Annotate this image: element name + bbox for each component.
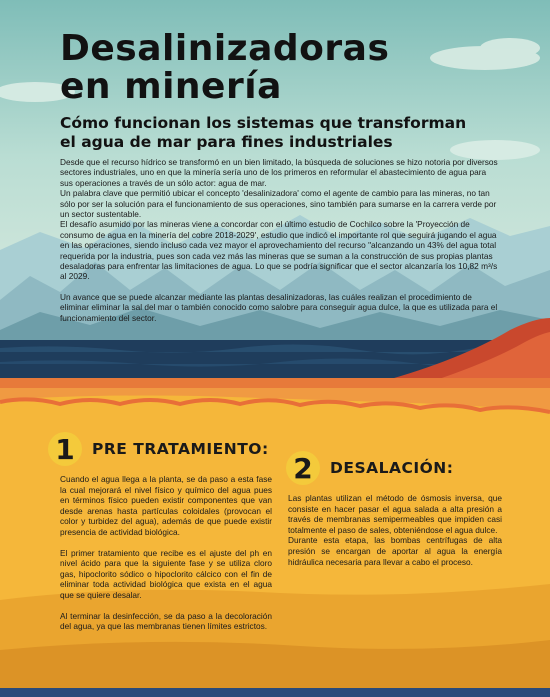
- step-number-badge: 1: [48, 432, 82, 466]
- step-1-text: [60, 474, 272, 632]
- intro-text: [60, 157, 500, 323]
- title-line-1: Desalinizadoras: [60, 28, 390, 69]
- step-title: PRE TRATAMIENTO:: [92, 440, 269, 458]
- intro-paragraph: Un palabra clave que permitió ubicar el concepto 'desalinizadora' como el agente de cambio para las mineras, no tan sólo por ser la solución para el funcionamiento de sus operaciones, sino también para sumarse en la carrera verde por un sector sustentable.: [60, 188, 497, 220]
- step-2-header: [286, 451, 453, 485]
- step-1-header: [48, 432, 269, 466]
- title-line-2: en minería: [60, 66, 282, 107]
- step-paragraph: El primer tratamiento que recibe es el ajuste del ph en nivel ácido para que la siguiente fase y se utiliza cloro gas, hipoclorito sódico o hipoclorito cálcico con el fin de eliminar toda actividad biológica que exista en el agua que se quiere desalar.: [60, 547, 272, 600]
- intro-paragraph: Desde que el recurso hídrico se transformó en un bien limitado, la búsqueda de soluciones se hizo notoria por diversos sectores industriales, uno en que la minería sería uno de los primeros en reformular el abastecimiento de agua para sus operaciones a través de un sólo actor: agua de mar.: [60, 157, 498, 188]
- page-title: [60, 30, 389, 106]
- intro-paragraph: El desafío asumido por las mineras viene a concordar con el último estudio de Cochilco sobre la 'Proyección de consumo de agua en la minería del cobre 2018-2029', estudio que indicó el importante rol que seguirá jugando el agua en las operaciones, siendo incluso cada vez mayor el aprovechamiento del recurso "alcanzando un 43% del agua total requerida por la industria, pues son cada vez más las mineras que se suman a la construcción de sus propias plantas desaladoras para enfrentar las limitaciones de agua. Lo que se podría significar que el sector alcanzaría los 10,82 m³/s al 2029.: [60, 219, 498, 282]
- intro-paragraph: Un avance que se puede alcanzar mediante las plantas desalinizadoras, las cuáles realizan el procedimiento de eliminar eliminar la sal del mar o también conocido como salobre para conseguir agua dulce, la que es utilizada para el funcionamiento del sector.: [60, 291, 498, 323]
- step-paragraph: Cuando el agua llega a la planta, se da paso a esta fase la cual mejorará el nivel físico y químico del agua pues en términos físico pueden existir componentes que van desde arenas hasta partículas coloidales (provocan el color y turbidez del agua), además de que puede existir presencia de actividad biológica.: [60, 474, 272, 537]
- page-subtitle: Cómo funcionan los sistemas que transforman el agua de mar para fines industriales: [60, 114, 467, 151]
- step-paragraph: Durante esta etapa, las bombas centrífugas de alta presión se encargan de aportar al agua la energía hidráulica necesaria para llevar a cabo el proceso.: [288, 535, 502, 567]
- step-2-text: [288, 493, 502, 567]
- step-title: DESALACIÓN:: [330, 459, 454, 477]
- step-paragraph: Las plantas utilizan el método de ósmosis inversa, que consiste en hacer pasar el agua salada a alta presión a través de membranas semipermeables que impiden casi totalmente el paso de sales, obteniéndose el agua dulce.: [288, 493, 502, 535]
- step-number-badge: 2: [286, 451, 320, 485]
- step-paragraph: Al terminar la desinfección, se da paso a la decoloración del agua, ya que las membranas tienen límites estrictos.: [60, 610, 272, 632]
